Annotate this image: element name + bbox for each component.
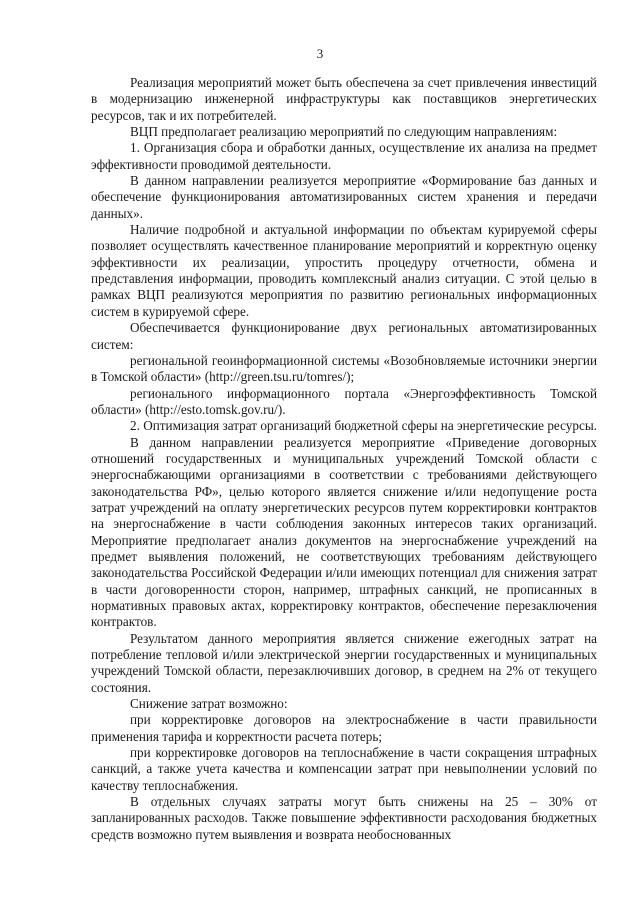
paragraph: Снижение затрат возможно: bbox=[130, 696, 288, 712]
paragraph: региональной геоинформационной системы «Возобновляемые источники энергии в Томской области» (http://green.tsu.ru/tomres/); bbox=[91, 352, 597, 385]
page-number: 3 bbox=[316, 46, 324, 61]
paragraph: регионального информационного портала «Энергоэффективность Томской области» (http://esto.tomsk.gov.ru/). bbox=[91, 385, 597, 417]
paragraph: при корректировке договоров на теплоснабжение в части сокращения штрафных санкций, а также учета качества и компенсации затрат при невыполнении условий по качеству теплоснабжения. bbox=[91, 745, 597, 793]
paragraph: В отдельных случаях затраты могут быть снижены на 25 – 30% от запланированных расходов. Также повышение эффективности расходования бюджетных средств возможно путем выявления и возврата необоснованных bbox=[91, 794, 597, 842]
paragraph: Наличие подробной и актуальной информации по объектам курируемой сферы позволяет осуществлять качественное планирование мероприятий и корректную оценку эффективности их реализации, упростить процедуру отчетности, обмена и представления информации, проводить комплексный анализ ситуации. С этой целью в рамках ВЦП реализуются мероприятия по развитию региональных информационных систем в курируемой сфере. bbox=[91, 222, 597, 319]
paragraph: В данном направлении реализуется мероприятие «Приведение договорных отношений государственных и муниципальных учреждений Томской области с энергоснабжающими организациями в соответствии с требованиями действующего законодательства РФ», целью которого является снижение и/или недопущение роста затрат учреждений на оплату энергетических ресурсов путем корректировки контрактов на энергоснабжение в части соблюдения законных интересов таких организаций. Мероприятие предполагает анализ документов на энергоснабжение учреждений на предмет выявления положений, не соответствующих требованиям действующего законодательства Российской Федерации и/или имеющих потенциал для снижения затрат в части договоренности сторон, например, штрафных санкций, не прописанных в нормативных правовых актах, корректировку контрактов, обеспечение перезаключения контрактов. bbox=[91, 434, 597, 630]
paragraph: Результатом данного мероприятия является снижение ежегодных затрат на потребление тепловой и/или электрической энергии государственных и муниципальных учреждений Томской области, перезаключивших договор, в среднем на 2% от текущего состояния. bbox=[91, 630, 597, 695]
paragraph: Реализация мероприятий может быть обеспечена за счет привлечения инвестиций в модернизацию инженерной инфраструктуры как поставщиков энергетических ресурсов, так и их потребителей. bbox=[91, 75, 597, 123]
paragraph: ВЦП предполагает реализацию мероприятий по следующим направлениям: bbox=[130, 124, 558, 140]
document-body bbox=[91, 75, 597, 843]
paragraph: 2. Оптимизация затрат организаций бюджетной сферы на энергетические ресурсы. bbox=[130, 418, 597, 434]
paragraph: 1. Организация сбора и обработки данных, осуществление их анализа на предмет эффективности проводимой деятельности. bbox=[91, 140, 597, 172]
paragraph: В данном направлении реализуется мероприятие «Формирование баз данных и обеспечение функционирования автоматизированных систем хранения и передачи данных». bbox=[91, 173, 597, 221]
paragraph: при корректировке договоров на электроснабжение в части правильности применения тарифа и корректности расчета потерь; bbox=[91, 712, 597, 744]
paragraph: Обеспечивается функционирование двух региональных автоматизированных систем: bbox=[91, 320, 597, 352]
